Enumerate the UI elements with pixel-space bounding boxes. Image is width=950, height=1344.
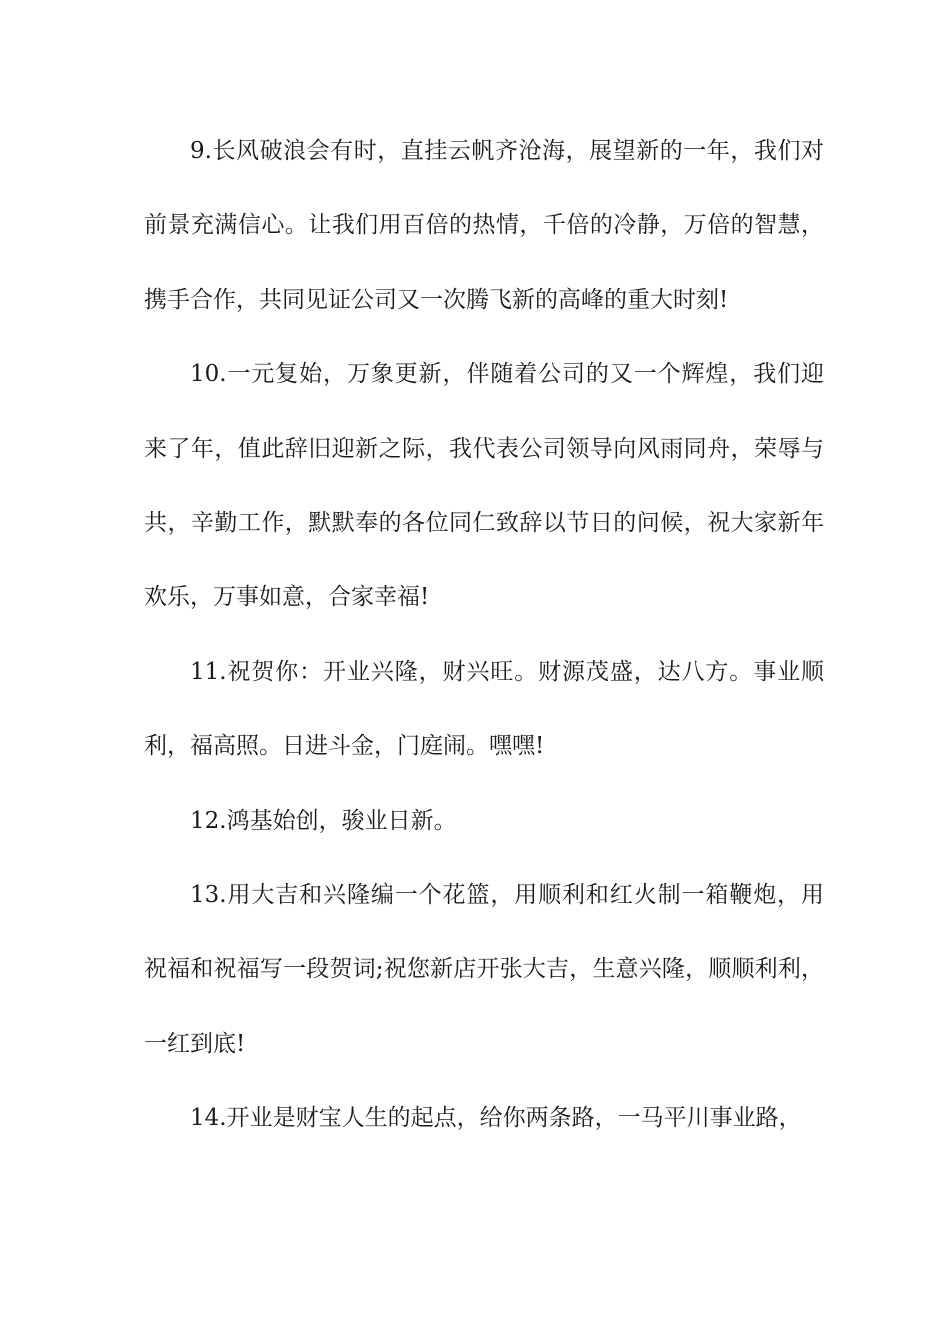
document-body: [144, 114, 824, 1156]
paragraph-11: 11.祝贺你：开业兴隆，财兴旺。财源茂盛，达八方。事业顺利，福高照。日进斗金，门庭闹。嘿嘿!: [144, 658, 824, 760]
paragraph-13: 13.用大吉和兴隆编一个花篮，用顺利和红火制一箱鞭炮，用祝福和祝福写一段贺词;祝您新店开张大吉，生意兴隆，顺顺利利，一红到底!: [144, 882, 824, 1057]
paragraph-12: 12.鸿基始创，骏业日新。: [190, 807, 457, 834]
paragraph-9: 9.长风破浪会有时，直挂云帆齐沧海，展望新的一年，我们对前景充满信心。让我们用百倍的热情，千倍的冷静，万倍的智慧，携手合作，共同见证公司又一次腾飞新的高峰的重大时刻!: [144, 138, 824, 313]
paragraph-10: 10.一元复始，万象更新，伴随着公司的又一个辉煌，我们迎来了年，值此辞旧迎新之际，我代表公司领导向风雨同舟，荣辱与共，辛勤工作，默默奉的各位同仁致辞以节日的问候，祝大家新年欢乐，万事如意，合家幸福!: [144, 361, 824, 611]
paragraph-14: 14.开业是财宝人生的起点，给你两条路，一马平川事业路，: [190, 1105, 802, 1132]
